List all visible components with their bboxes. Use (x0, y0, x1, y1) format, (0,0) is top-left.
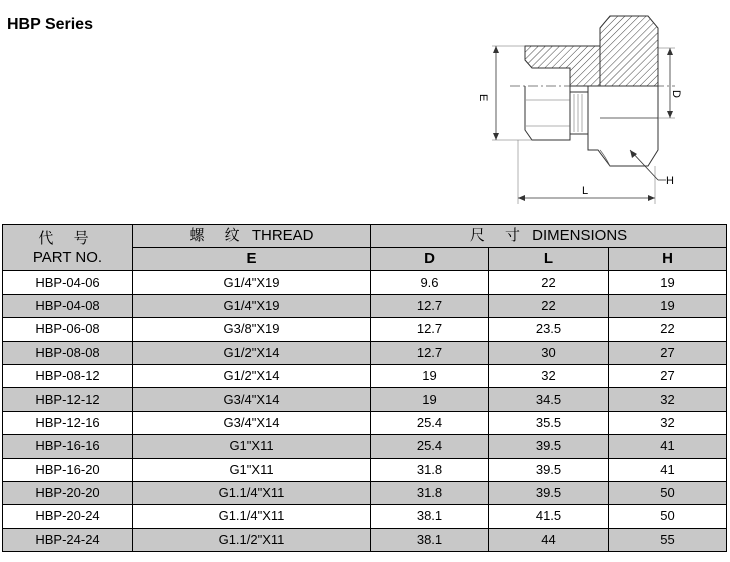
cell-h: 22 (609, 318, 727, 341)
header-col-e: E (133, 248, 371, 271)
cell-e: G1/2"X14 (133, 341, 371, 364)
cell-e: G3/8"X19 (133, 318, 371, 341)
cell-e: G1.1/4"X11 (133, 505, 371, 528)
dim-label-h: H (666, 175, 674, 187)
cell-e: G1.1/4"X11 (133, 481, 371, 504)
page-title: HBP Series (7, 16, 93, 33)
table-row (3, 364, 727, 387)
cell-h: 19 (609, 294, 727, 317)
cell-part: HBP-04-06 (3, 271, 133, 294)
table-row (3, 388, 727, 411)
header-col-h: H (609, 248, 727, 271)
cell-d: 31.8 (371, 458, 489, 481)
header-col-l: L (489, 248, 609, 271)
cell-e: G3/4"X14 (133, 388, 371, 411)
cell-d: 9.6 (371, 271, 489, 294)
cell-h: 32 (609, 388, 727, 411)
cell-part: HBP-24-24 (3, 528, 133, 551)
cell-l: 39.5 (489, 481, 609, 504)
header-thread (133, 225, 371, 248)
table-row (3, 458, 727, 481)
table-row (3, 505, 727, 528)
dim-label-l: L (582, 185, 589, 197)
cell-l: 22 (489, 271, 609, 294)
cell-part: HBP-12-12 (3, 388, 133, 411)
table-row (3, 411, 727, 434)
cell-h: 41 (609, 458, 727, 481)
cell-h: 19 (609, 271, 727, 294)
table-row (3, 271, 727, 294)
cell-e: G1.1/2"X11 (133, 528, 371, 551)
cell-l: 22 (489, 294, 609, 317)
cell-l: 32 (489, 364, 609, 387)
cell-h: 32 (609, 411, 727, 434)
cell-e: G1/4"X19 (133, 271, 371, 294)
cell-l: 39.5 (489, 458, 609, 481)
cell-h: 27 (609, 364, 727, 387)
cell-h: 55 (609, 528, 727, 551)
cell-d: 38.1 (371, 528, 489, 551)
fitting-drawing (470, 8, 700, 216)
cell-e: G3/4"X14 (133, 411, 371, 434)
cell-d: 19 (371, 364, 489, 387)
table-row (3, 528, 727, 551)
cell-h: 50 (609, 505, 727, 528)
cell-part: HBP-08-12 (3, 364, 133, 387)
cell-part: HBP-08-08 (3, 341, 133, 364)
cell-e: G1"X11 (133, 435, 371, 458)
cell-part: HBP-06-08 (3, 318, 133, 341)
header-dimensions (371, 225, 727, 248)
header-dim-en: DIMENSIONS (532, 227, 628, 245)
cell-d: 25.4 (371, 411, 489, 434)
header-thread-cn: 螺 纹 (189, 227, 248, 245)
cell-d: 19 (371, 388, 489, 411)
table-row (3, 318, 727, 341)
cell-l: 41.5 (489, 505, 609, 528)
header-part-cn: 代 号 (38, 229, 97, 247)
cell-l: 34.5 (489, 388, 609, 411)
cell-l: 44 (489, 528, 609, 551)
cell-l: 35.5 (489, 411, 609, 434)
cell-l: 23.5 (489, 318, 609, 341)
cell-e: G1/2"X14 (133, 364, 371, 387)
cell-part: HBP-04-08 (3, 294, 133, 317)
cell-part: HBP-20-24 (3, 505, 133, 528)
cell-d: 38.1 (371, 505, 489, 528)
cell-l: 39.5 (489, 435, 609, 458)
spec-table (2, 224, 727, 552)
cell-d: 12.7 (371, 318, 489, 341)
header-part-en: PART NO. (32, 248, 103, 266)
table-row (3, 294, 727, 317)
cell-part: HBP-16-16 (3, 435, 133, 458)
cell-part: HBP-12-16 (3, 411, 133, 434)
cell-h: 50 (609, 481, 727, 504)
cell-e: G1"X11 (133, 458, 371, 481)
cell-part: HBP-16-20 (3, 458, 133, 481)
header-part-no (3, 225, 133, 271)
dim-label-e: E (477, 94, 489, 102)
header-col-d: D (371, 248, 489, 271)
header-thread-en: THREAD (251, 227, 314, 245)
header-dim-cn: 尺 寸 (469, 227, 528, 245)
table-row (3, 341, 727, 364)
cell-h: 41 (609, 435, 727, 458)
cell-l: 30 (489, 341, 609, 364)
cell-d: 12.7 (371, 294, 489, 317)
table-row (3, 481, 727, 504)
cell-h: 27 (609, 341, 727, 364)
cell-d: 31.8 (371, 481, 489, 504)
dim-label-d: D (670, 90, 682, 98)
cell-part: HBP-20-20 (3, 481, 133, 504)
table-row (3, 435, 727, 458)
cell-d: 25.4 (371, 435, 489, 458)
cell-d: 12.7 (371, 341, 489, 364)
cell-e: G1/4"X19 (133, 294, 371, 317)
